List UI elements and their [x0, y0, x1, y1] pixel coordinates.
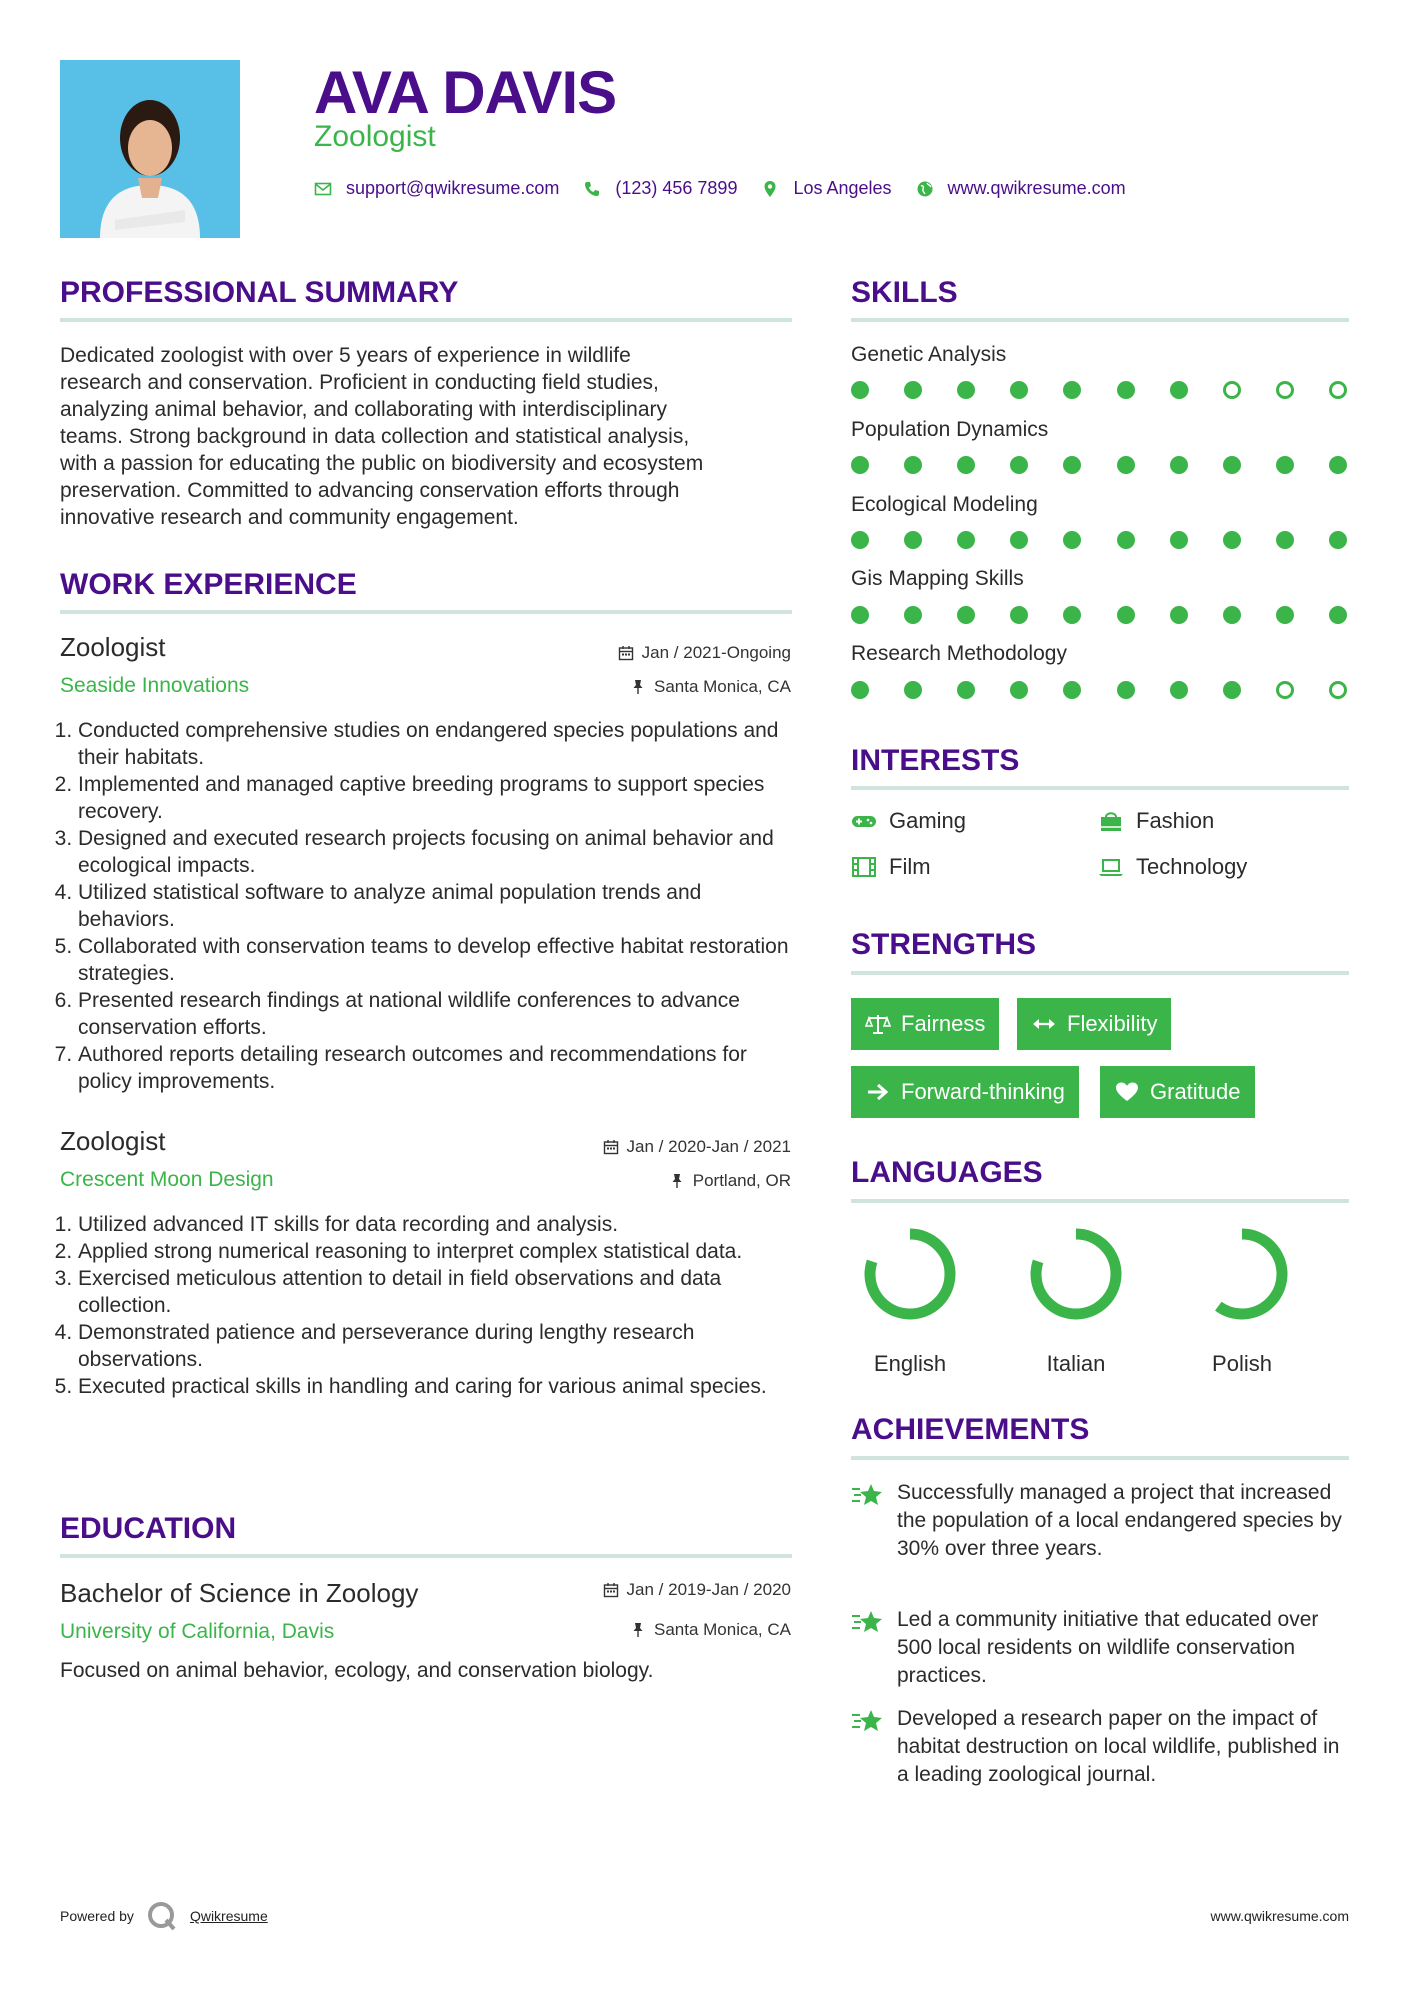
strength-chip: [851, 1066, 1079, 1118]
skill-dot-filled: [1063, 606, 1081, 624]
contact-website[interactable]: [916, 178, 1126, 199]
duty-item: 1. Utilized advanced IT skills for data recording and analysis.: [78, 1211, 792, 1238]
job-title: Zoologist: [60, 1126, 166, 1156]
duty-item: 5. Collaborated with conservation teams to develop effective habitat restoration strategies.: [78, 933, 792, 987]
interest-label: Film: [889, 854, 931, 879]
skill-name: Gis Mapping Skills: [851, 567, 1024, 590]
skill-dot-filled: [1117, 681, 1135, 699]
skill-dot-filled: [1170, 606, 1188, 624]
skill-dot-filled: [1063, 531, 1081, 549]
duty-item: 2. Implemented and managed captive breeding programs to support species recovery.: [78, 771, 792, 825]
contact-phone-text: (123) 456 7899: [615, 178, 738, 198]
skill-dot-filled: [1170, 681, 1188, 699]
skill-dot-filled: [851, 681, 869, 699]
proficiency-ring: [1026, 1224, 1126, 1324]
skill-dot-filled: [1276, 456, 1294, 474]
duty-item: 7. Authored reports detailing research outcomes and recommendations for policy improvements.: [78, 1041, 792, 1095]
skill-dot-empty: [1329, 681, 1347, 699]
achievement-item: [851, 1479, 1349, 1563]
achievement-item: [851, 1606, 1349, 1690]
skill-rating: [851, 381, 1347, 399]
skill-dot-empty: [1329, 381, 1347, 399]
skill-dot-filled: [1010, 531, 1028, 549]
heart-icon: [1114, 1081, 1140, 1103]
job-dates-text: Jan / 2021-Ongoing: [641, 643, 791, 662]
school-name: University of California, Davis: [60, 1620, 335, 1643]
proficiency-arc: [1036, 1234, 1116, 1314]
job-dates: [603, 1137, 791, 1157]
languages-heading: LANGUAGES: [851, 1156, 1043, 1189]
duty-item: 4. Utilized statistical software to analyze animal population trends and behaviors.: [78, 879, 792, 933]
skill-dot-filled: [957, 681, 975, 699]
achievement-text: Developed a research paper on the impact of habitat destruction on local wildlife, published in a leading zoological journal.: [897, 1707, 1340, 1786]
skill-dot-filled: [1329, 606, 1347, 624]
skill-dot-filled: [1170, 531, 1188, 549]
proficiency-arc: [870, 1234, 950, 1314]
calendar-icon: [603, 1582, 619, 1598]
duty-item: 5. Executed practical skills in handling and caring for various animal species.: [78, 1373, 792, 1400]
skill-dot-filled: [1223, 681, 1241, 699]
work-heading: WORK EXPERIENCE: [60, 568, 357, 601]
qwikresume-logo-icon: [146, 1900, 178, 1932]
strength-label: Fairness: [901, 1011, 986, 1036]
balance-scale-icon: [865, 1013, 891, 1035]
skill-dot-filled: [904, 681, 922, 699]
skill-name: Genetic Analysis: [851, 343, 1007, 366]
duty-item: 6. Presented research findings at national wildlife conferences to advance conservation efforts.: [78, 987, 792, 1041]
skill-dot-filled: [904, 381, 922, 399]
summary-line: preservation. Committed to advancing conservation efforts through: [60, 479, 680, 502]
shooting-star-icon: [851, 1608, 885, 1636]
skill-dot-empty: [1276, 681, 1294, 699]
shooting-star-icon: [851, 1481, 885, 1509]
language-label: Italian: [1046, 1351, 1106, 1376]
job-dates-text: Jan / 2020-Jan / 2021: [626, 1137, 791, 1156]
summary-line: Dedicated zoologist with over 5 years of experience in wildlife: [60, 344, 631, 367]
education-description: Focused on animal behavior, ecology, and conservation biology.: [60, 1659, 654, 1682]
skills-heading: SKILLS: [851, 276, 958, 309]
job-duties: [60, 1211, 792, 1400]
interests-heading: INTERESTS: [851, 744, 1020, 777]
skill-dot-filled: [957, 456, 975, 474]
language-item: [1016, 1224, 1136, 1377]
strength-chip: [1100, 1066, 1255, 1118]
duty-item: 4. Demonstrated patience and perseverance during lengthy research observations.: [78, 1319, 792, 1373]
powered-by-label: Powered by: [60, 1908, 134, 1924]
skill-dot-empty: [1276, 381, 1294, 399]
skill-rating: [851, 606, 1347, 624]
skill-dot-filled: [1117, 606, 1135, 624]
language-label: Polish: [1212, 1351, 1272, 1376]
skill-dot-filled: [1329, 531, 1347, 549]
job-location: [669, 1171, 791, 1191]
globe-icon: [916, 180, 934, 198]
contact-email[interactable]: [314, 178, 559, 199]
summary-divider: [60, 318, 792, 322]
skill-dot-filled: [1117, 381, 1135, 399]
achievement-item: [851, 1705, 1349, 1789]
skill-dot-filled: [957, 381, 975, 399]
skill-name: Population Dynamics: [851, 418, 1049, 441]
skill-dot-filled: [1117, 531, 1135, 549]
footer-website[interactable]: www.qwikresume.com: [1210, 1908, 1349, 1924]
skill-name: Research Methodology: [851, 642, 1067, 665]
contact-location-text: Los Angeles: [793, 178, 892, 198]
shopping-bag-icon: [1098, 810, 1124, 832]
skill-dot-empty: [1223, 381, 1241, 399]
job-location-text: Santa Monica, CA: [653, 677, 791, 696]
skill-dot-filled: [904, 531, 922, 549]
arrow-right-icon: [865, 1081, 891, 1103]
skill-dot-filled: [1010, 381, 1028, 399]
skill-dot-filled: [1170, 381, 1188, 399]
summary-line: with a passion for educating the public on biodiversity and ecosystem: [60, 452, 704, 475]
languages-divider: [851, 1199, 1349, 1203]
contact-bar: [314, 178, 1150, 199]
strengths-heading: STRENGTHS: [851, 928, 1037, 961]
interests-divider: [851, 786, 1349, 790]
skill-dot-filled: [1117, 456, 1135, 474]
skill-dot-filled: [1276, 606, 1294, 624]
skill-dot-filled: [851, 606, 869, 624]
achievements-divider: [851, 1456, 1349, 1460]
contact-email-text: support@qwikresume.com: [346, 178, 560, 198]
envelope-icon: [314, 180, 332, 198]
skill-dot-filled: [1223, 456, 1241, 474]
film-icon: [851, 856, 877, 878]
calendar-icon: [603, 1139, 619, 1155]
education-divider: [60, 1554, 792, 1558]
interest-gaming: [851, 808, 966, 834]
profile-photo: [60, 60, 240, 238]
skill-rating: [851, 456, 1347, 474]
candidate-title: Zoologist: [314, 120, 436, 153]
skill-dot-filled: [1223, 606, 1241, 624]
language-label: English: [873, 1351, 947, 1376]
job-dates: [618, 643, 791, 663]
skill-dot-filled: [1329, 456, 1347, 474]
duty-item: 3. Designed and executed research projects focusing on animal behavior and ecological impacts.: [78, 825, 792, 879]
contact-website-text: www.qwikresume.com: [947, 178, 1126, 198]
skill-dot-filled: [1276, 531, 1294, 549]
language-item: [1182, 1224, 1302, 1377]
education-dates-text: Jan / 2019-Jan / 2020: [626, 1580, 791, 1599]
education-location: [630, 1620, 791, 1640]
work-divider: [60, 610, 792, 614]
skill-dot-filled: [957, 606, 975, 624]
interest-label: Technology: [1136, 854, 1248, 879]
summary-text: [60, 342, 792, 531]
proficiency-ring: [1192, 1224, 1292, 1324]
skill-dot-filled: [957, 531, 975, 549]
skill-dot-filled: [1223, 531, 1241, 549]
pushpin-icon: [630, 679, 646, 695]
contact-location: [761, 178, 891, 199]
proficiency-ring: [860, 1224, 960, 1324]
skill-name: Ecological Modeling: [851, 493, 1038, 516]
duty-item: 1. Conducted comprehensive studies on endangered species populations and their habitats.: [78, 717, 792, 771]
summary-line: research and conservation. Proficient in conducting field studies,: [60, 371, 659, 394]
job-location: [630, 677, 791, 697]
strength-label: Gratitude: [1150, 1079, 1241, 1104]
calendar-icon: [618, 645, 634, 661]
proficiency-arc: [1202, 1234, 1282, 1314]
achievement-text: Led a community initiative that educated over 500 local residents on wildlife conservation practices.: [897, 1608, 1319, 1687]
skill-dot-filled: [851, 531, 869, 549]
skill-dot-filled: [1010, 606, 1028, 624]
interest-technology: [1098, 854, 1247, 880]
skill-dot-filled: [1063, 381, 1081, 399]
job-company: Seaside Innovations: [60, 674, 250, 697]
skills-divider: [851, 318, 1349, 322]
education-heading: EDUCATION: [60, 1512, 237, 1545]
summary-line: analyzing animal behavior, and collaborating with interdisciplinary: [60, 398, 668, 421]
phone-icon: [583, 180, 601, 198]
skill-rating: [851, 531, 1347, 549]
summary-line: innovative research and community engagement.: [60, 506, 519, 529]
skill-dot-filled: [1170, 456, 1188, 474]
gamepad-icon: [851, 810, 877, 832]
degree-title: Bachelor of Science in Zoology: [60, 1578, 419, 1608]
skill-dot-filled: [1010, 681, 1028, 699]
duty-item: 3. Exercised meticulous attention to detail in field observations and data collection.: [78, 1265, 792, 1319]
skill-dot-filled: [904, 606, 922, 624]
skill-dot-filled: [851, 381, 869, 399]
job-title: Zoologist: [60, 632, 166, 662]
strength-chip: [1017, 998, 1171, 1050]
arrows-horizontal-icon: [1031, 1013, 1057, 1035]
shooting-star-icon: [851, 1707, 885, 1735]
interest-fashion: [1098, 808, 1214, 834]
qwikresume-link[interactable]: Qwikresume: [189, 1908, 268, 1924]
strength-chip: [851, 998, 999, 1050]
candidate-name: AVA DAVIS: [314, 59, 617, 126]
job-duties: [60, 717, 792, 1095]
interest-label: Fashion: [1136, 808, 1215, 833]
footer-powered-by: [60, 1900, 268, 1932]
map-pin-icon: [761, 180, 779, 198]
education-dates: [603, 1580, 791, 1600]
achievement-text: Successfully managed a project that increased the population of a local endangered species by 30% over three years.: [897, 1481, 1342, 1560]
education-location-text: Santa Monica, CA: [653, 1620, 791, 1639]
pushpin-icon: [630, 1622, 646, 1638]
skill-dot-filled: [904, 456, 922, 474]
skill-dot-filled: [1010, 456, 1028, 474]
skill-dot-filled: [851, 456, 869, 474]
job-company: Crescent Moon Design: [60, 1168, 274, 1191]
pushpin-icon: [669, 1173, 685, 1189]
achievements-heading: ACHIEVEMENTS: [851, 1413, 1090, 1446]
laptop-icon: [1098, 856, 1124, 878]
interest-label: Gaming: [889, 808, 967, 833]
contact-phone[interactable]: [583, 178, 737, 199]
job-location-text: Portland, OR: [692, 1171, 791, 1190]
language-item: [850, 1224, 970, 1377]
skill-dot-filled: [1063, 681, 1081, 699]
strength-label: Flexibility: [1067, 1011, 1158, 1036]
duty-item: 2. Applied strong numerical reasoning to interpret complex statistical data.: [78, 1238, 792, 1265]
interest-film: [851, 854, 931, 880]
summary-heading: PROFESSIONAL SUMMARY: [60, 276, 459, 309]
summary-line: teams. Strong background in data collection and statistical analysis,: [60, 425, 690, 448]
strengths-divider: [851, 971, 1349, 975]
strength-label: Forward-thinking: [901, 1079, 1065, 1104]
skill-dot-filled: [1063, 456, 1081, 474]
skill-rating: [851, 681, 1347, 699]
